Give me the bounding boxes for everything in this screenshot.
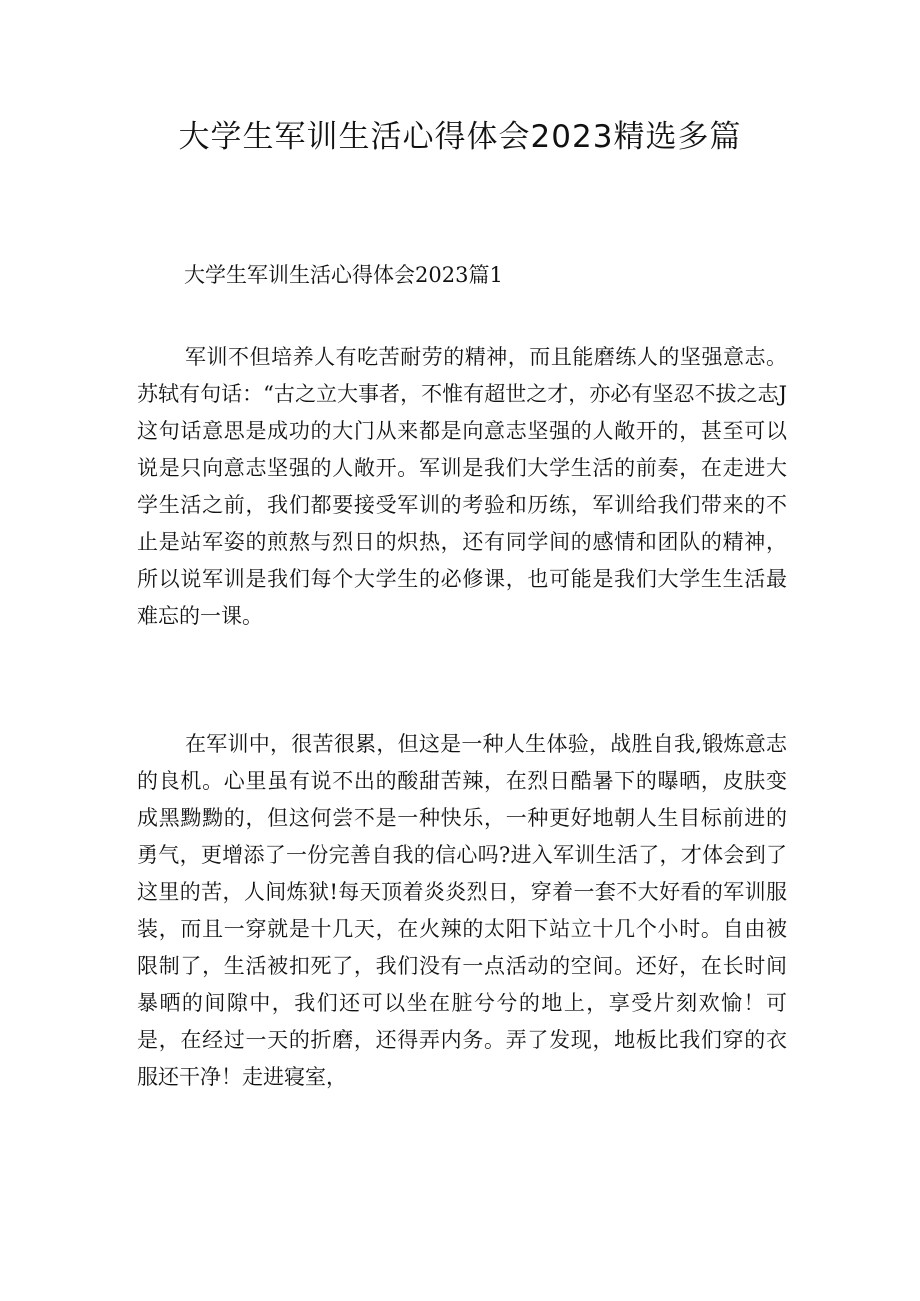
section-heading: 大学生军训生活心得体会2023篇1 xyxy=(184,263,503,287)
paragraph-1: 军训不但培养人有吃苦耐劳的精神，而且能磨练人的坚强意志。苏轼有句话：“古之立大事者，不惟有超世之才，亦必有坚忍不拔之志J这句话意思是成功的大门从来都是向意志坚强的人敞开的，甚至可以说是只向意志坚强的人敞开。军训是我们大学生活的前奏，在走进大学生活之前，我们都要接受军训的考验和历练，军训给我们带来的不止是站军姿的煎熬与烈日的炽热，还有同学间的感情和团队的精神，所以说军训是我们每个大学生的必修课，也可能是我们大学生生活最难忘的一课。 xyxy=(137,345,787,628)
document-title: 大学生军训生活心得体会2023精选多篇 xyxy=(178,119,742,155)
paragraph-2: 在军训中，很苦很累，但这是一种人生体验，战胜自我,锻炼意志的良机。心里虽有说不出的酸甜苦辣，在烈日酷暑下的曝晒，皮肤变成黑黝黝的，但这何尝不是一种快乐，一种更好地朝人生目标前进的勇气，更增添了一份完善自我的信心吗?进入军训生活了，才体会到了这里的苦，人间炼狱!每天顶着炎炎烈日，穿着一套不大好看的军训服装，而且一穿就是十几天，在火辣的太阳下站立十几个小时。自由被限制了，生活被扣死了，我们没有一点活动的空间。还好，在长时间暴晒的间隙中，我们还可以坐在脏兮兮的地上，享受片刻欢愉！可是，在经过一天的折磨，还得弄内务。弄了发现，地板比我们穿的衣服还干净！走进寝室， xyxy=(137,732,787,1089)
